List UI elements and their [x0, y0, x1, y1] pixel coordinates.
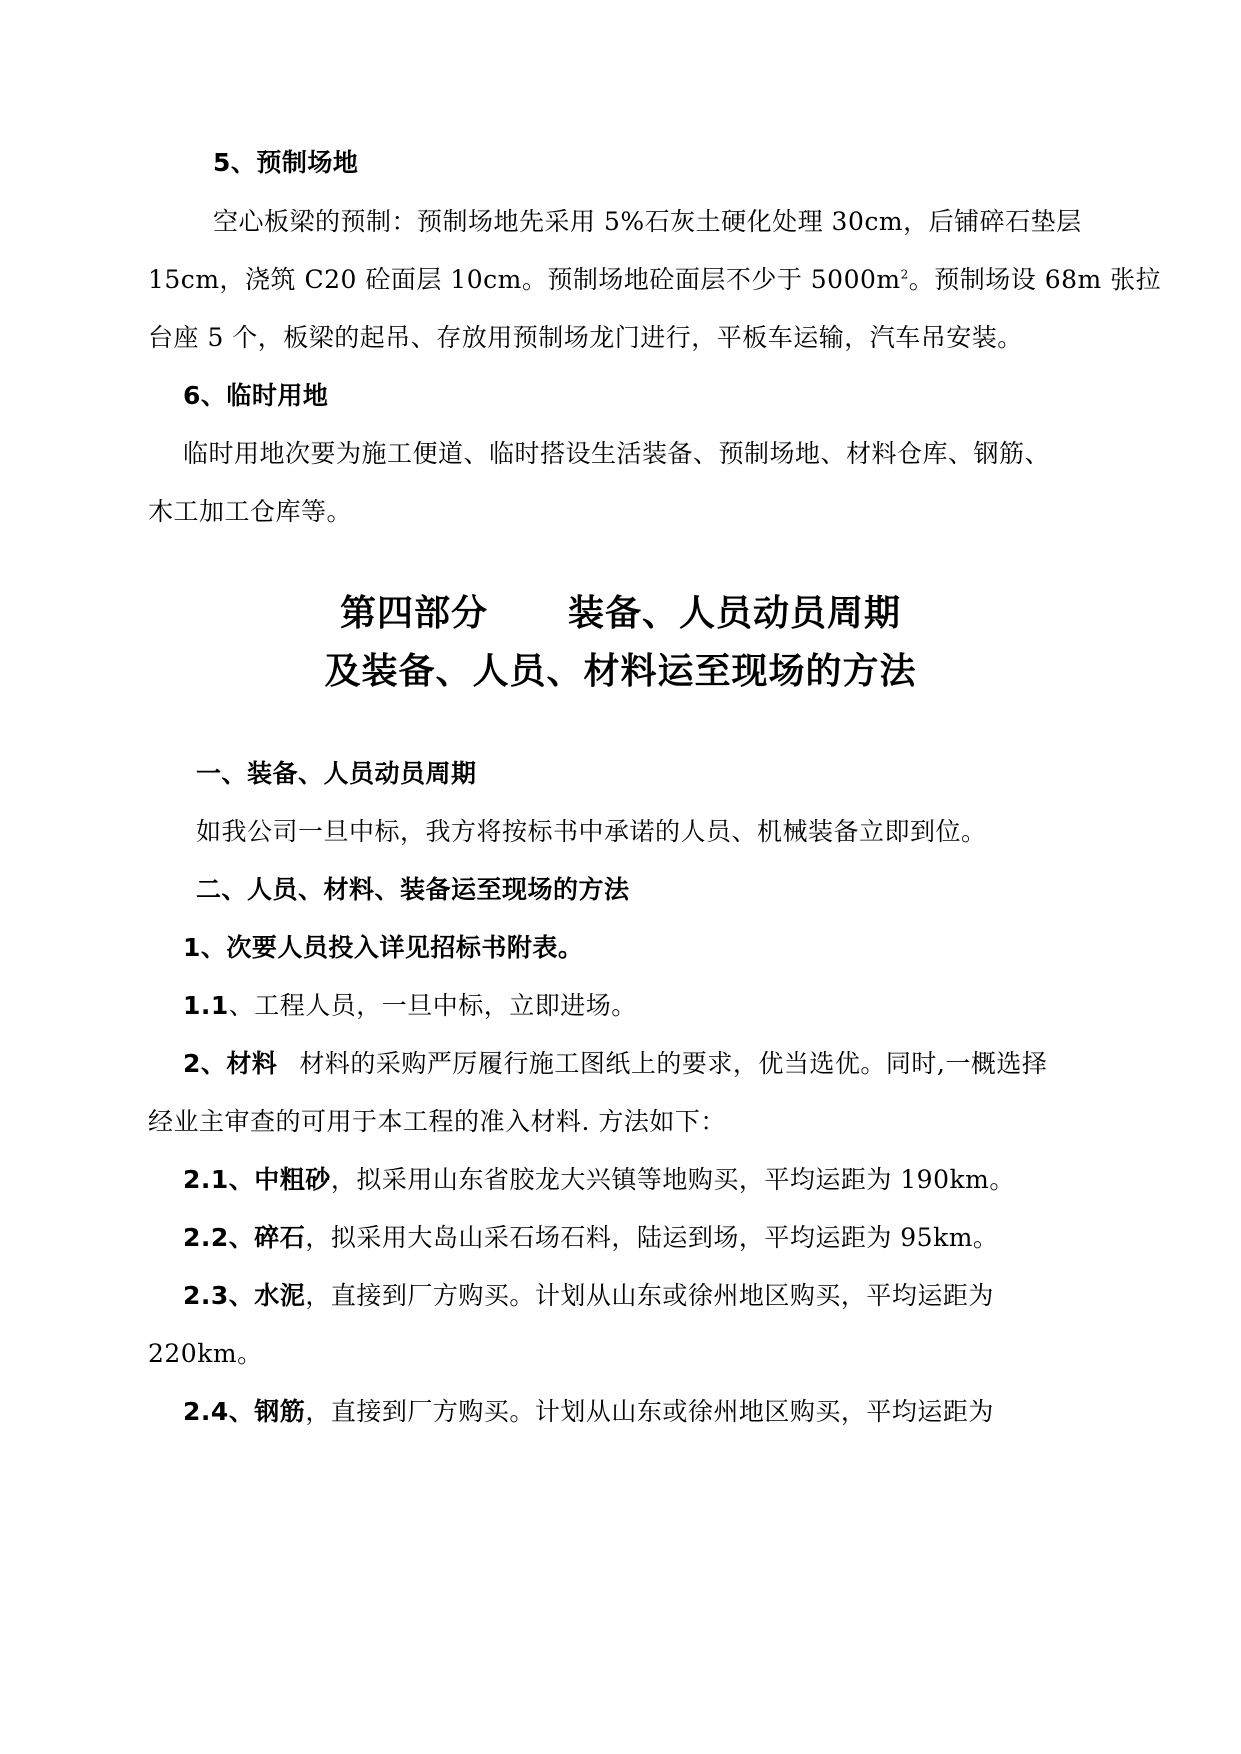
part-4-label: 第四部分	[339, 593, 488, 634]
item-2-2	[183, 1222, 998, 1254]
item-2-line-1	[183, 1048, 1047, 1080]
section-5-paragraph-line-3: 台座 5 个，板梁的起吊、存放用预制场龙门进行，平板车运输，汽车吊安装。	[148, 323, 1023, 352]
item-2-3-line-2: 220km。	[148, 1339, 263, 1368]
item-2-2-text: ，拟采用大岛山采石场石料，陆运到场，平均运距为 95km。	[305, 1223, 999, 1252]
section-5-heading: 5、预制场地	[213, 148, 359, 177]
item-2-1-text: ，拟采用山东省胶龙大兴镇等地购买，平均运距为 190km。	[330, 1165, 1015, 1194]
item-2-3	[183, 1280, 994, 1312]
section-6-paragraph-line-1: 临时用地次要为施工便道、临时搭设生活装备、预制场地、材料仓库、钢筋、	[183, 439, 1051, 468]
item-2-4	[183, 1396, 994, 1428]
section-5-line-2-text: 15cm，浇筑 C20 砼面层 10cm。预制场地砼面层不少于 5000m	[148, 265, 901, 294]
item-1-1-text: 、工程人员，一旦中标，立即进场。	[228, 991, 637, 1020]
item-2-4-number: 2.4	[183, 1397, 229, 1426]
section-5-paragraph-line-2	[148, 264, 1161, 296]
item-2-3-number: 2.3	[183, 1281, 229, 1310]
subsection-2-heading: 二、人员、材料、装备运至现场的方法	[196, 875, 630, 904]
section-5-line-2-tail: 。预制场设 68m 张拉	[908, 265, 1162, 294]
part-4-title-line-1	[0, 592, 1241, 636]
section-5-paragraph-line-1: 空心板梁的预制：预制场地先采用 5%石灰土硬化处理 30cm，后铺碎石垫层	[213, 207, 1082, 236]
part-4-title-line-2: 及装备、人员、材料运至现场的方法	[324, 651, 917, 692]
item-2-3-name: 、水泥	[228, 1281, 306, 1310]
subsection-1-text: 如我公司一旦中标，我方将按标书中承诺的人员、机械装备立即到位。	[196, 817, 987, 846]
item-1-heading: 1、次要人员投入详见招标书附表。	[183, 933, 584, 962]
item-2-1	[183, 1164, 1015, 1196]
item-2-1-number: 2.1	[183, 1165, 229, 1194]
item-2-line-2: 经业主审查的可用于本工程的准入材料. 方法如下：	[148, 1107, 726, 1136]
item-2-label: 2、材料	[183, 1049, 278, 1078]
item-2-3-text: ，直接到厂方购买。计划从山东或徐州地区购买，平均运距为	[305, 1281, 994, 1310]
section-6-heading: 6、临时用地	[183, 381, 329, 410]
item-2-text: 材料的采购严厉履行施工图纸上的要求，优当选优。同时,一概选择	[299, 1049, 1048, 1078]
subsection-1-heading: 一、装备、人员动员周期	[196, 759, 477, 788]
item-2-2-number: 2.2	[183, 1223, 229, 1252]
part-4-title-text: 装备、人员动员周期	[568, 593, 902, 634]
item-1-1	[183, 990, 637, 1022]
superscript-2: 2	[900, 267, 909, 282]
item-2-4-name: 、钢筋	[228, 1397, 306, 1426]
item-2-4-text: ，直接到厂方购买。计划从山东或徐州地区购买，平均运距为	[305, 1397, 994, 1426]
section-6-paragraph-line-2: 木工加工仓库等。	[148, 497, 353, 526]
item-2-2-name: 、碎石	[228, 1223, 306, 1252]
item-1-1-number: 1.1	[183, 991, 229, 1020]
item-2-1-name: 、中粗砂	[228, 1165, 331, 1194]
